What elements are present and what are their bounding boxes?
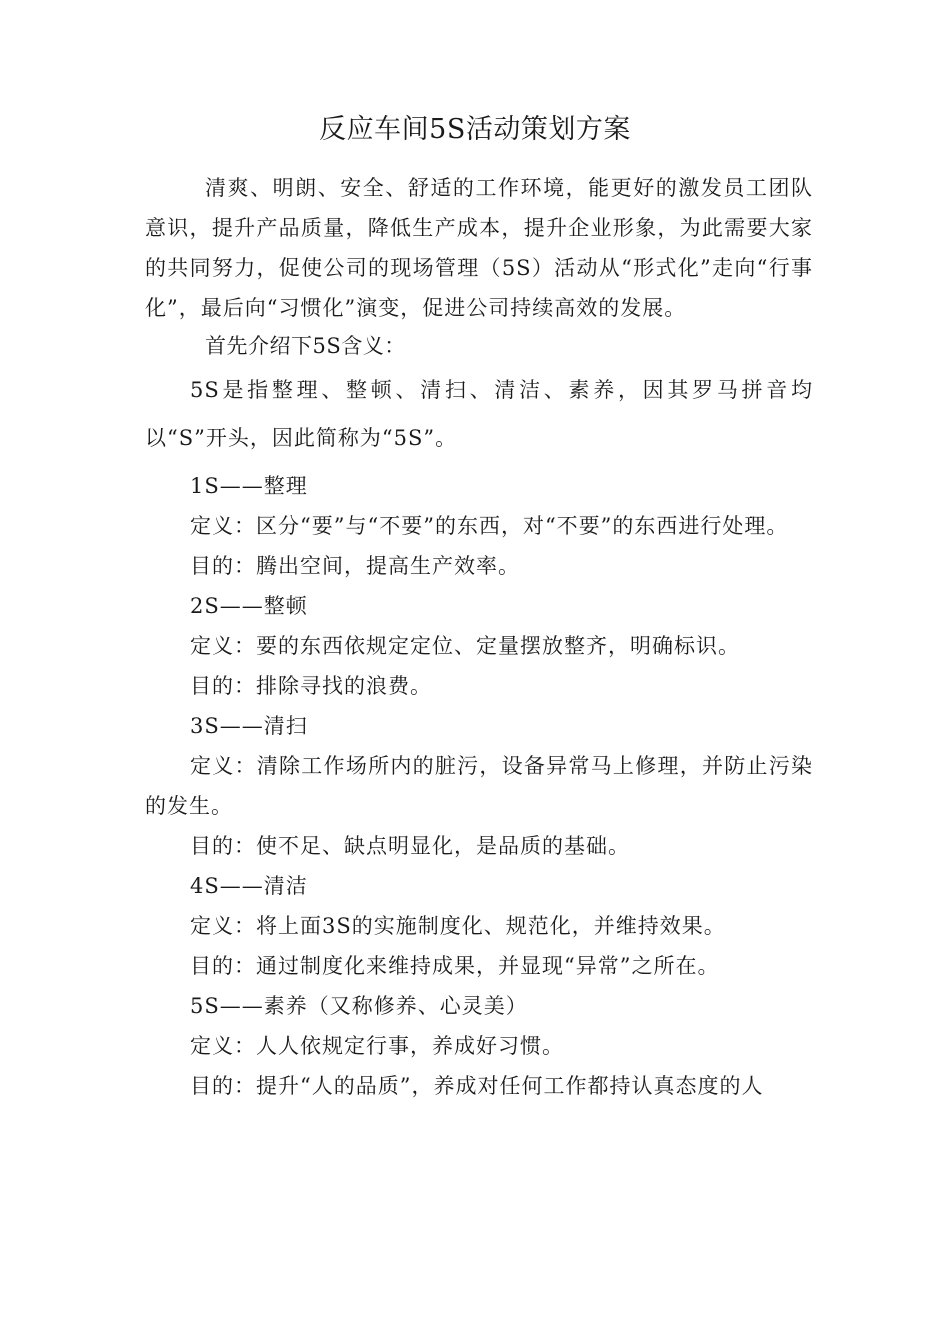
purpose-4s: 目的：通过制度化来维持成果，并显现“异常”之所在。 bbox=[190, 954, 720, 978]
purpose-1s: 目的：腾出空间，提高生产效率。 bbox=[190, 554, 520, 578]
section-heading-4s: 4S——清洁 bbox=[190, 874, 308, 898]
definition-2s: 定义：要的东西依规定定位、定量摆放整齐，明确标识。 bbox=[190, 634, 740, 658]
definition-list bbox=[145, 466, 813, 1106]
purpose-2s: 目的：排除寻找的浪费。 bbox=[190, 674, 432, 698]
definition-5s: 定义：人人依规定行事，养成好习惯。 bbox=[190, 1034, 564, 1058]
purpose-5s: 目的：提升“人的品质”，养成对任何工作都持认真态度的人 bbox=[190, 1074, 764, 1098]
section-heading-3s: 3S——清扫 bbox=[190, 714, 308, 738]
section-heading-2s: 2S——整顿 bbox=[190, 594, 308, 618]
intro-paragraph: 清爽、明朗、安全、舒适的工作环境，能更好的激发员工团队意识，提升产品质量，降低生产成本，提升企业形象，为此需要大家的共同努力，促使公司的现场管理（5S）活动从“形式化”走向“行事化”，最后向“习惯化”演变，促进公司持续高效的发展。 bbox=[145, 176, 813, 320]
summary-paragraph: 5S是指整理、整顿、清扫、清洁、素养，因其罗马拼音均以“S”开头，因此简称为“5S”。 bbox=[145, 378, 813, 450]
section-heading-1s: 1S——整理 bbox=[190, 474, 308, 498]
section-heading-5s: 5S——素养（又称修养、心灵美） bbox=[190, 994, 528, 1018]
definition-1s: 定义：区分“要”与“不要”的东西，对“不要”的东西进行处理。 bbox=[190, 514, 789, 538]
lead-paragraph: 首先介绍下5S含义： bbox=[205, 334, 406, 358]
definition-3s: 定义：清除工作场所内的脏污，设备异常马上修理，并防止污染的发生。 bbox=[145, 754, 813, 818]
document-title: 反应车间5S活动策划方案 bbox=[319, 114, 631, 145]
definition-4s: 定义：将上面3S的实施制度化、规范化，并维持效果。 bbox=[190, 914, 726, 938]
purpose-3s: 目的：使不足、缺点明显化，是品质的基础。 bbox=[190, 834, 630, 858]
